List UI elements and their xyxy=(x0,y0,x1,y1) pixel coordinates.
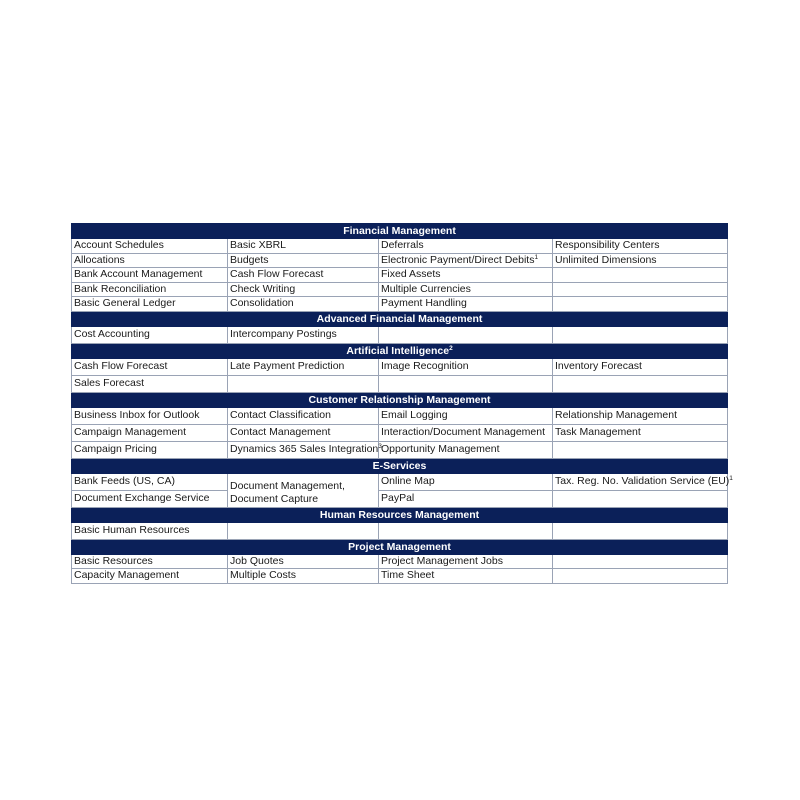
table-cell xyxy=(553,473,733,490)
section-title-text: Artificial Intelligence xyxy=(346,344,450,357)
table-cell: Inventory Forecast xyxy=(553,358,728,375)
table-cell-empty xyxy=(553,522,728,539)
table-row xyxy=(72,424,728,441)
table-cell-empty xyxy=(553,297,728,312)
table-cell: Capacity Management xyxy=(72,569,228,584)
table-cell: Budgets xyxy=(228,253,379,268)
table-row xyxy=(72,375,728,392)
table-cell: PayPal xyxy=(379,490,553,507)
table-cell-empty xyxy=(553,441,728,458)
table-cell: Online Map xyxy=(379,473,553,490)
table-cell: Project Management Jobs xyxy=(379,554,553,569)
section-title: Human Resources Management xyxy=(72,507,728,522)
table-cell: Cash Flow Forecast xyxy=(72,358,228,375)
table-cell: Bank Feeds (US, CA) xyxy=(72,473,228,490)
feature-table xyxy=(71,223,733,584)
footnote-marker: 1 xyxy=(534,253,539,261)
table-cell: Opportunity Management xyxy=(379,441,553,458)
table-cell: Unlimited Dimensions xyxy=(553,253,728,268)
table-cell: Multiple Currencies xyxy=(379,282,553,297)
table-cell: Relationship Management xyxy=(553,407,728,424)
table-row xyxy=(72,441,728,458)
table-cell: Job Quotes xyxy=(228,554,379,569)
table-cell-empty xyxy=(553,569,728,584)
table-cell-empty xyxy=(379,375,553,392)
table-cell-empty xyxy=(379,522,553,539)
table-cell: Campaign Pricing xyxy=(72,441,228,458)
table-cell: Bank Account Management xyxy=(72,268,228,283)
section-header-e-services xyxy=(72,458,728,473)
table-row xyxy=(72,326,728,343)
section-header-advanced-financial-management xyxy=(72,311,728,326)
table-cell xyxy=(379,253,553,268)
table-row xyxy=(72,407,728,424)
table-row xyxy=(72,268,728,283)
table-cell: Basic Human Resources xyxy=(72,522,228,539)
table-cell: Document Management, Document Capture xyxy=(228,473,379,507)
footnote-marker: 2 xyxy=(449,344,453,352)
section-title: Project Management xyxy=(72,539,728,554)
table-cell-empty xyxy=(553,490,728,507)
section-header-artificial-intelligence xyxy=(72,343,728,358)
table-cell: Campaign Management xyxy=(72,424,228,441)
table-cell: Multiple Costs xyxy=(228,569,379,584)
table-cell: Contact Management xyxy=(228,424,379,441)
section-title: Advanced Financial Management xyxy=(72,311,728,326)
table-cell: Allocations xyxy=(72,253,228,268)
table-cell: Document Exchange Service xyxy=(72,490,228,507)
table-cell: Account Schedules xyxy=(72,239,228,254)
section-header-customer-relationship-management xyxy=(72,392,728,407)
table-cell: Interaction/Document Management xyxy=(379,424,553,441)
table-cell: Sales Forecast xyxy=(72,375,228,392)
table-cell-empty xyxy=(228,522,379,539)
table-row xyxy=(72,569,728,584)
table-cell: Basic General Ledger xyxy=(72,297,228,312)
feature-table-container xyxy=(71,223,733,584)
table-cell: Contact Classification xyxy=(228,407,379,424)
table-row xyxy=(72,490,728,507)
section-title: Customer Relationship Management xyxy=(72,392,728,407)
table-cell xyxy=(228,441,382,458)
section-header-human-resources-management xyxy=(72,507,728,522)
table-row xyxy=(72,554,728,569)
section-title: E-Services xyxy=(72,458,728,473)
table-cell: Time Sheet xyxy=(379,569,553,584)
table-cell: Payment Handling xyxy=(379,297,553,312)
table-cell: Check Writing xyxy=(228,282,379,297)
table-cell-empty xyxy=(553,282,728,297)
table-cell: Business Inbox for Outlook xyxy=(72,407,228,424)
table-cell: Responsibility Centers xyxy=(553,239,728,254)
table-cell-empty xyxy=(553,268,728,283)
table-cell: Image Recognition xyxy=(379,358,553,375)
section-header-project-management xyxy=(72,539,728,554)
table-cell: Fixed Assets xyxy=(379,268,553,283)
table-row xyxy=(72,358,728,375)
table-row xyxy=(72,253,728,268)
table-cell: Consolidation xyxy=(228,297,379,312)
table-row xyxy=(72,522,728,539)
table-cell: Basic Resources xyxy=(72,554,228,569)
section-header-financial-management xyxy=(72,224,728,239)
table-cell: Email Logging xyxy=(379,407,553,424)
table-cell: Basic XBRL xyxy=(228,239,379,254)
section-title: Financial Management xyxy=(72,224,728,239)
table-row xyxy=(72,282,728,297)
table-row xyxy=(72,297,728,312)
table-cell: Task Management xyxy=(553,424,728,441)
table-cell-empty xyxy=(379,326,553,343)
cell-text: Tax. Reg. No. Validation Service (EU) xyxy=(555,475,730,487)
section-title xyxy=(72,343,728,358)
table-cell: Deferrals xyxy=(379,239,553,254)
footnote-marker: 3 xyxy=(378,443,382,450)
cell-text: Electronic Payment/Direct Debits xyxy=(381,253,535,266)
table-cell: Late Payment Prediction xyxy=(228,358,379,375)
table-cell: Cost Accounting xyxy=(72,326,228,343)
table-cell-empty xyxy=(553,554,728,569)
table-row xyxy=(72,239,728,254)
table-cell: Intercompany Postings xyxy=(228,326,379,343)
table-cell-empty xyxy=(553,375,728,392)
table-cell-empty xyxy=(228,375,379,392)
cell-text: Dynamics 365 Sales Integration xyxy=(230,443,379,455)
table-cell-empty xyxy=(553,326,728,343)
table-cell: Bank Reconciliation xyxy=(72,282,228,297)
table-row xyxy=(72,473,728,490)
footnote-marker: 1 xyxy=(729,475,733,482)
table-cell: Cash Flow Forecast xyxy=(228,268,379,283)
